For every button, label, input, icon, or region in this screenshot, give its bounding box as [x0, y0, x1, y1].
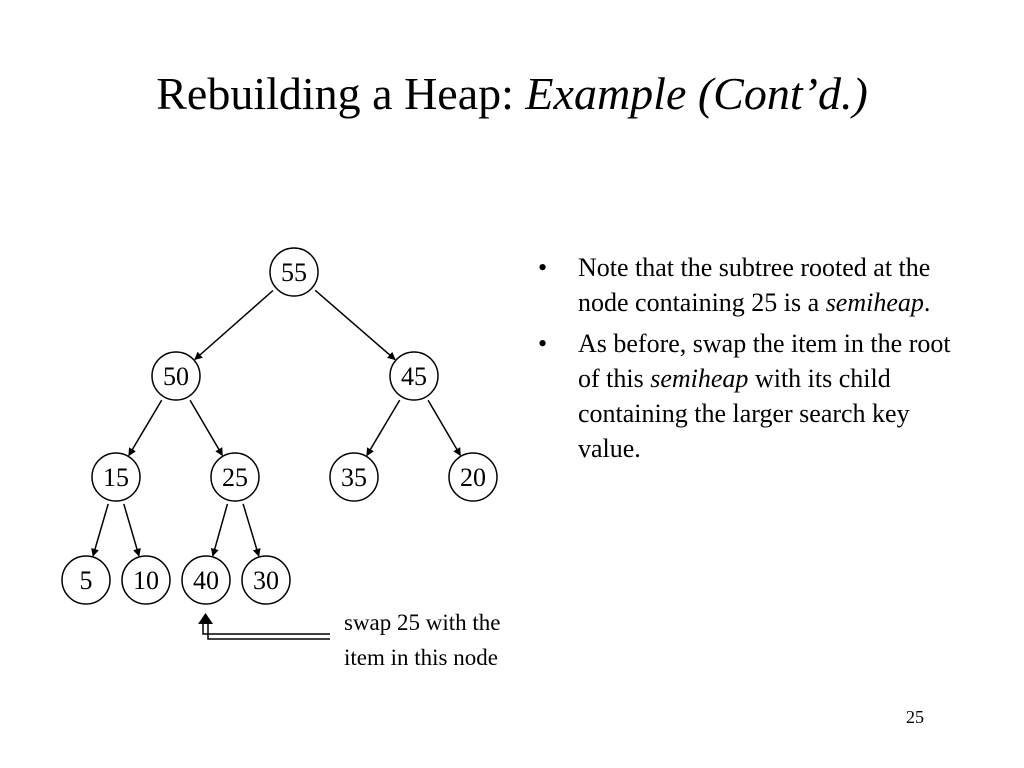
callout-arrow [198, 613, 330, 639]
bullet-italic-term: semiheap [650, 364, 749, 393]
heap-edge-25-30 [243, 504, 259, 556]
bullet-item [538, 326, 958, 466]
heap-edge-50-15 [129, 400, 162, 455]
heap-node-15 [92, 453, 140, 501]
heap-node-label: 50 [163, 362, 189, 391]
bullet-text: As before, swap the item in the root of this [578, 329, 951, 393]
bullet-marker: • [538, 329, 548, 358]
title-main: Rebuilding a Heap: [156, 68, 526, 119]
heap-node-10 [122, 556, 170, 604]
heap-node-50 [152, 352, 200, 400]
heap-node-label: 10 [133, 566, 159, 595]
heap-node-label: 40 [193, 566, 219, 595]
heap-node-45 [390, 352, 438, 400]
heap-edge-15-10 [124, 504, 139, 556]
bullet-marker: • [538, 253, 548, 282]
heap-node-label: 5 [79, 566, 93, 595]
heap-node-40 [182, 556, 230, 604]
bullet-text-end: . [923, 288, 931, 317]
heap-node-label: 35 [341, 463, 367, 492]
heap-nodes [62, 248, 497, 604]
heap-node-55 [270, 248, 318, 296]
bullet-text-end: with its child containing the larger search key value. [578, 364, 910, 463]
heap-edge-55-45 [315, 290, 395, 359]
title-italic: Example (Cont’d.) [525, 68, 868, 119]
heap-node-label: 30 [253, 566, 279, 595]
heap-edge-45-20 [428, 400, 460, 455]
heap-node-label: 25 [222, 463, 248, 492]
heap-node-20 [449, 453, 497, 501]
heap-edge-25-40 [213, 504, 228, 556]
bullet-item [538, 250, 958, 320]
heap-node-label: 20 [460, 463, 486, 492]
heap-node-label: 55 [281, 258, 307, 287]
heap-node-25 [211, 453, 259, 501]
heap-node-label: 45 [401, 362, 427, 391]
heap-edges [93, 290, 460, 556]
heap-node-label: 15 [103, 463, 129, 492]
heap-edge-45-35 [367, 400, 400, 455]
heap-node-30 [242, 556, 290, 604]
heap-node-5 [62, 556, 110, 604]
bullet-list [538, 250, 958, 472]
page-number: 25 [906, 707, 924, 727]
callout-line-2: item in this node [344, 645, 498, 670]
bullet-text: Note that the subtree rooted at the node containing 25 is a [578, 253, 931, 317]
bullet-italic-term: semiheap [825, 288, 924, 317]
callout-line-1: swap 25 with the [344, 610, 501, 635]
heap-edge-55-50 [195, 291, 273, 360]
heap-edge-50-25 [190, 400, 222, 455]
heap-node-35 [330, 453, 378, 501]
heap-edge-15-5 [93, 504, 108, 556]
